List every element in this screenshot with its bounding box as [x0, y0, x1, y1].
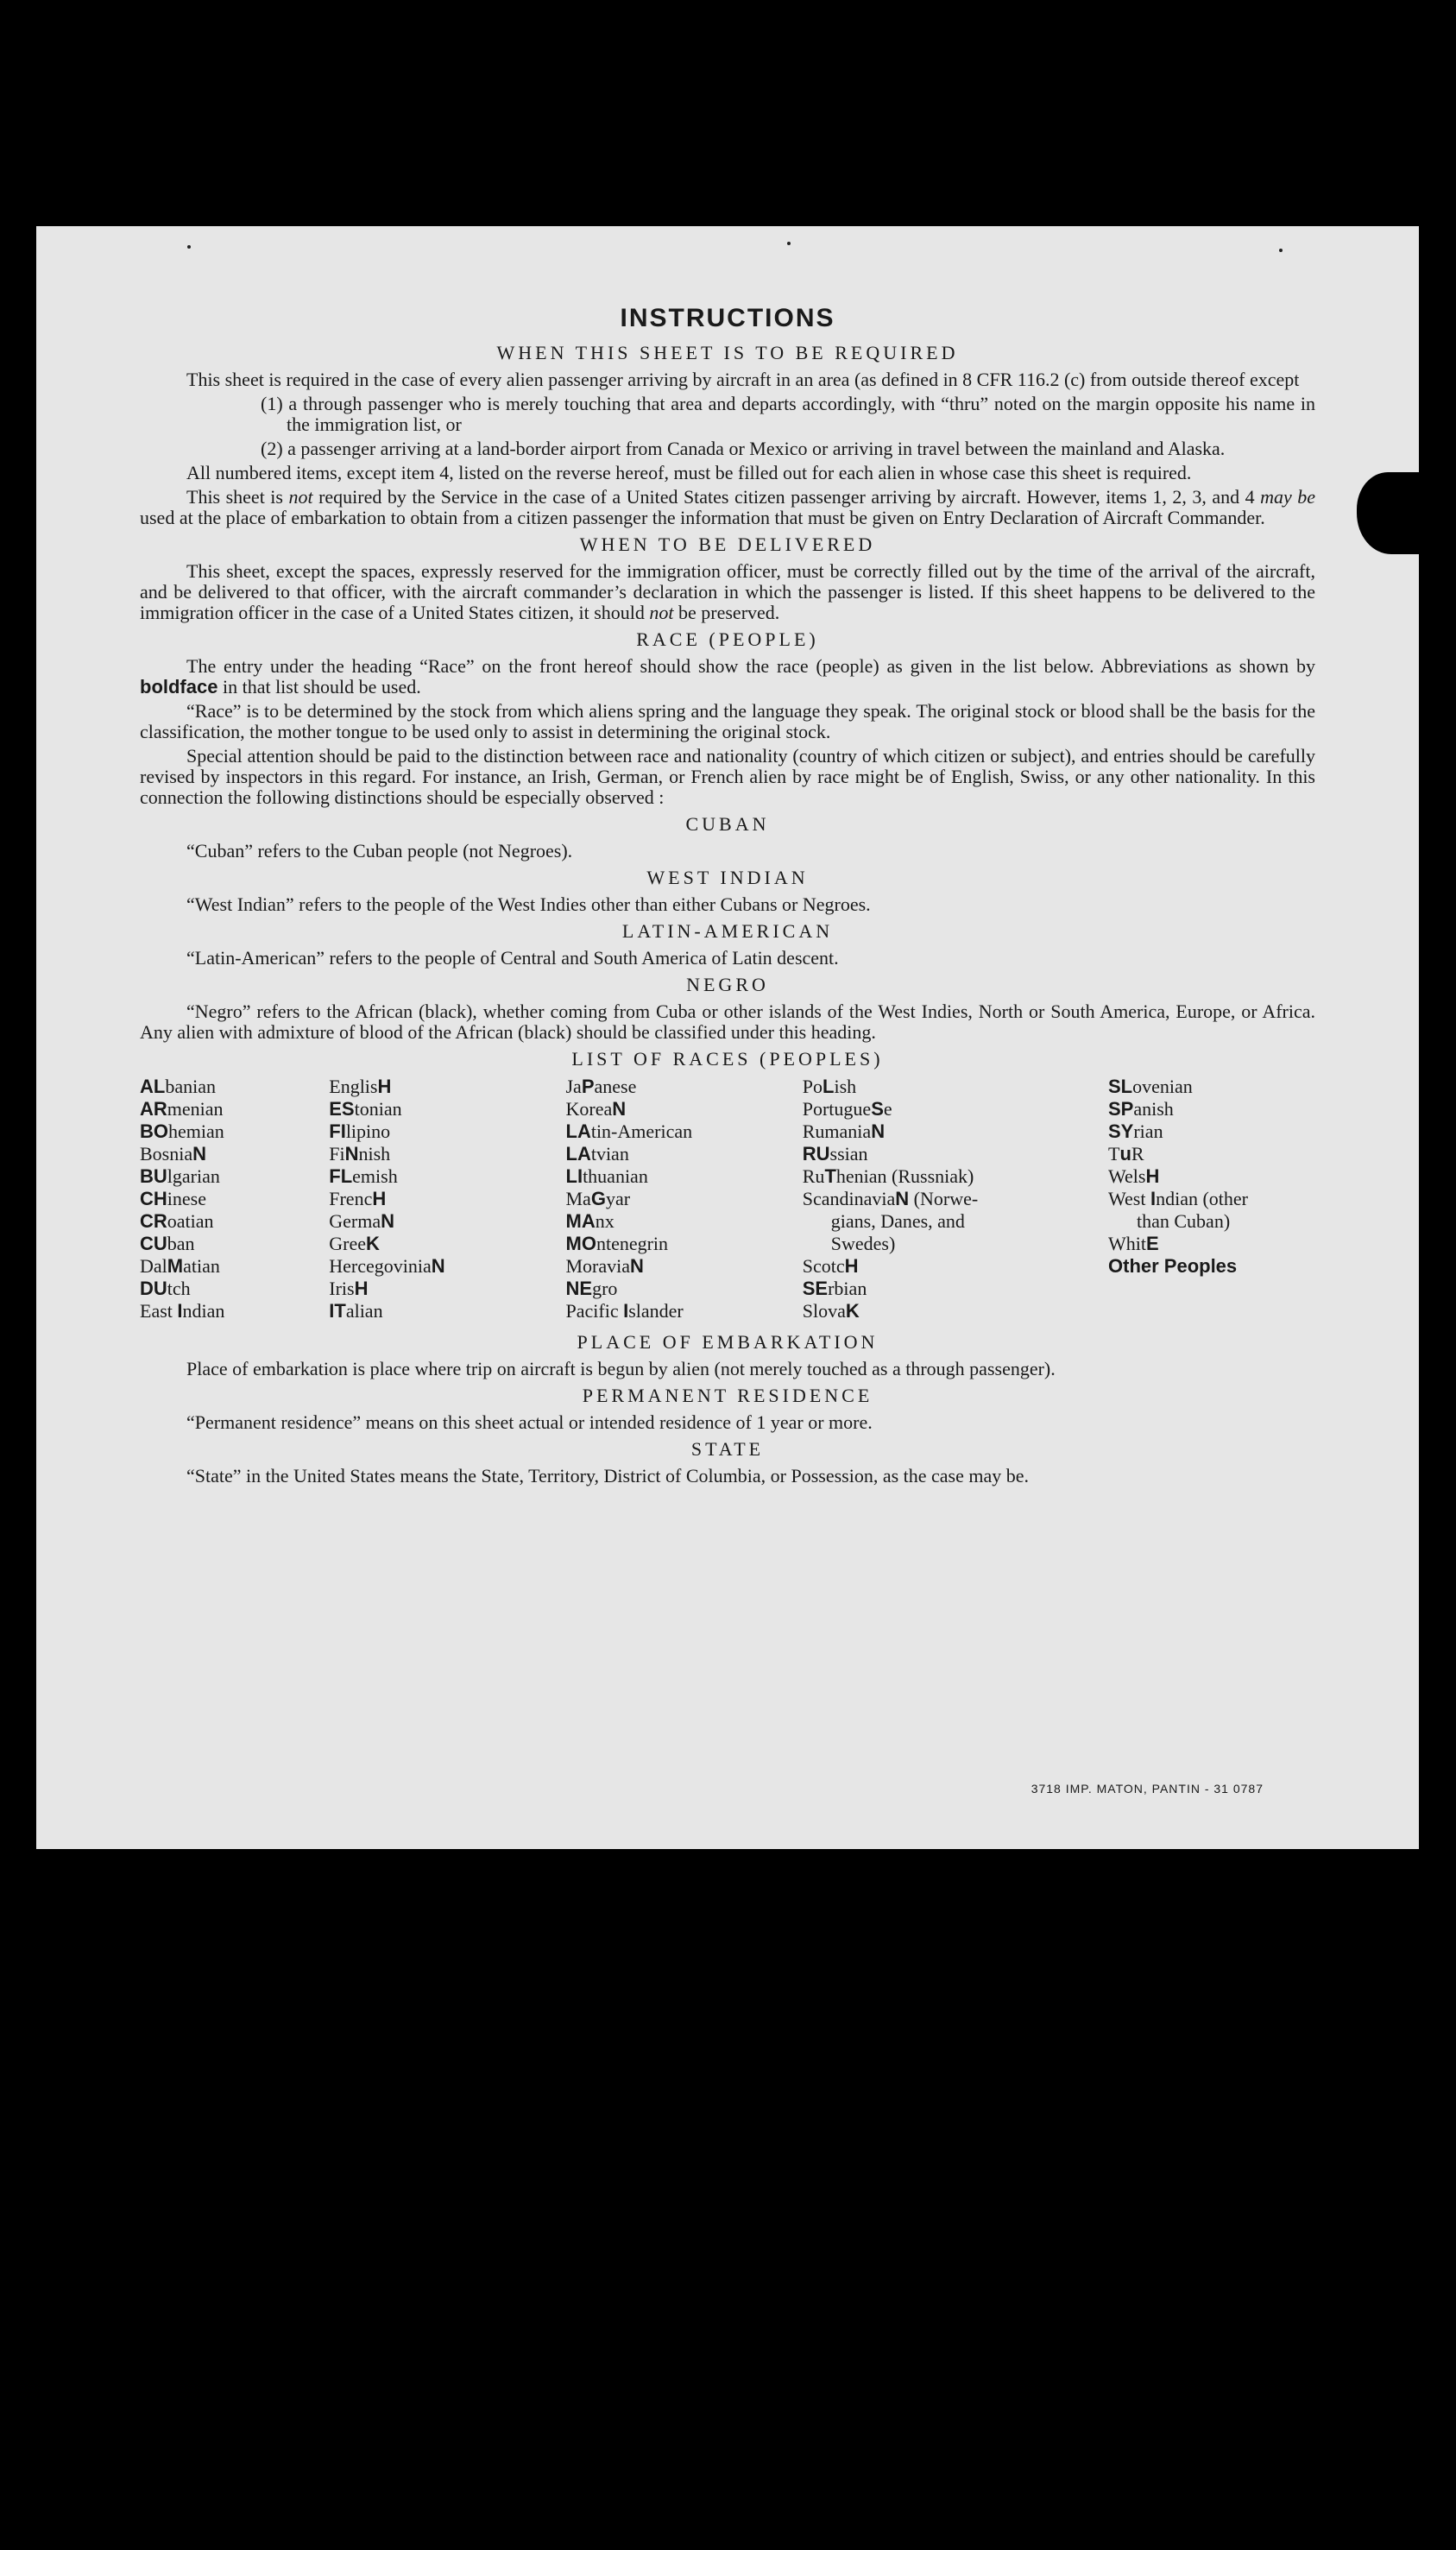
- list-item: (2) a passenger arriving at a land-border airport from Canada or Mexico or arriving in travel between the mainland and Alaska.: [261, 438, 1226, 459]
- paragraph: “West Indian” refers to the people of the West Indies other than either Cubans or Negroes.: [186, 893, 871, 915]
- races-column: [566, 1076, 799, 1322]
- race-entry: JaPanese: [565, 1076, 637, 1097]
- race-entry: Pacific Islander: [565, 1300, 684, 1322]
- races-list: [140, 1076, 1315, 1322]
- paragraph: Special attention should be paid to the distinction between race and nationality (country of which citizen or subject), and entries should be carefully revised by inspectors in this regard. For instance, an Irish, German, or French alien by race might be of English, Swiss, or any other nationality. In this connection the following distinctions should be especially observed :: [140, 745, 1315, 808]
- races-column: [803, 1076, 1105, 1322]
- race-entry: FrencH: [329, 1188, 387, 1209]
- race-entry: Swedes): [802, 1233, 896, 1254]
- section-heading-state: STATE: [690, 1438, 765, 1460]
- race-entry: CHinese: [140, 1188, 206, 1209]
- section-heading-embarkation: PLACE OF EMBARKATION: [577, 1331, 879, 1353]
- race-entry: WelsH: [1108, 1165, 1160, 1187]
- paragraph: “Latin-American” refers to the people of Central and South America of Latin descent.: [186, 947, 839, 969]
- speck: [787, 242, 791, 245]
- race-entry: West Indian (other: [1108, 1188, 1248, 1209]
- race-entry: HercegoviniaN: [329, 1255, 445, 1277]
- document-sheet: [36, 226, 1419, 1849]
- paragraph: “Permanent residence” means on this sheet actual or intended residence of 1 year or more.: [186, 1411, 873, 1433]
- race-entry: ALbanian: [140, 1076, 216, 1097]
- speck: [187, 245, 191, 249]
- race-entry: NEgro: [565, 1278, 618, 1299]
- race-entry: GermaN: [329, 1210, 394, 1232]
- race-entry: RuThenian (Russniak): [802, 1165, 974, 1187]
- paragraph: This sheet, except the spaces, expressly reserved for the immigration officer, must be correctly filled out by the time of the arrival of the aircraft, and be delivered to that officer, with the aircraft commander’s declaration in which the passenger is listed. If this sheet happens to be delivered to the immigration officer in the case of a United States citizen, it should not be preserved.: [140, 560, 1315, 623]
- race-entry: PortugueSe: [802, 1098, 892, 1120]
- race-entry: TuR: [1108, 1143, 1144, 1165]
- section-heading-race: RACE (PEOPLE): [636, 628, 819, 650]
- speck: [1279, 249, 1283, 252]
- race-entry: BOhemian: [140, 1120, 224, 1142]
- race-entry: FiNnish: [329, 1143, 391, 1165]
- race-entry: RumaniaN: [802, 1120, 886, 1142]
- race-entry: EnglisH: [329, 1076, 392, 1097]
- race-entry: SlovaK: [802, 1300, 860, 1322]
- race-entry: MoraviaN: [565, 1255, 644, 1277]
- race-entry: ARmenian: [140, 1098, 224, 1120]
- race-entry: SPanish: [1108, 1098, 1174, 1120]
- races-column: [1108, 1076, 1315, 1322]
- race-entry: GreeK: [329, 1233, 380, 1254]
- race-entry: LIthuanian: [565, 1165, 648, 1187]
- paragraph: The entry under the heading “Race” on the front hereof should show the race (people) as given in the list below. Abbreviations as shown by boldface in that list should be used.: [140, 655, 1315, 697]
- section-heading-races-list: LIST OF RACES (PEOPLES): [571, 1048, 884, 1070]
- races-column: [140, 1076, 325, 1322]
- torn-edge: [1357, 472, 1426, 554]
- race-entry: ScandinaviaN (Norwe-: [802, 1188, 979, 1209]
- section-heading-residence: PERMANENT RESIDENCE: [582, 1385, 873, 1406]
- paragraph: Place of embarkation is place where trip on aircraft is begun by alien (not merely touched as a through passenger).: [186, 1358, 1056, 1379]
- race-entry: CUban: [140, 1233, 195, 1254]
- section-heading-west-indian: WEST INDIAN: [646, 867, 809, 888]
- race-entry: EStonian: [329, 1098, 402, 1120]
- race-entry: WhitE: [1108, 1233, 1159, 1254]
- race-entry: LAtin-American: [565, 1120, 693, 1142]
- race-entry: ScotcH: [802, 1255, 859, 1277]
- section-heading-when-delivered: WHEN TO BE DELIVERED: [579, 533, 876, 555]
- paragraph: All numbered items, except item 4, listed on the reverse hereof, must be filled out for each alien in whose case this sheet is required.: [186, 462, 1192, 483]
- race-entry: KoreaN: [565, 1098, 627, 1120]
- races-column: [329, 1076, 562, 1322]
- race-entry: SYrian: [1108, 1120, 1163, 1142]
- race-entry: RUssian: [802, 1143, 868, 1165]
- race-entry: FIlipino: [329, 1120, 391, 1142]
- race-entry: DalMatian: [140, 1255, 220, 1277]
- race-entry: CRoatian: [140, 1210, 214, 1232]
- race-entry: East Indian: [140, 1300, 225, 1322]
- paragraph: “Cuban” refers to the Cuban people (not Negroes).: [186, 840, 573, 862]
- section-heading-latin-american: LATIN-AMERICAN: [621, 920, 834, 942]
- race-entry: BUlgarian: [140, 1165, 220, 1187]
- race-entry: BosniaN: [140, 1143, 207, 1165]
- section-heading-cuban: CUBAN: [685, 813, 770, 835]
- printer-mark: 3718 IMP. MATON, PANTIN - 31 0787: [1031, 1782, 1264, 1796]
- list-item: (1) a through passenger who is merely touching that area and departs accordingly, with “thru” noted on the margin opposite his name in the immigration list, or: [261, 393, 1315, 435]
- race-entry: SLovenian: [1108, 1076, 1193, 1097]
- race-entry: gians, Danes, and: [802, 1210, 965, 1232]
- paragraph: “State” in the United States means the State, Territory, District of Columbia, or Possession, as the case may be.: [186, 1465, 1030, 1486]
- paragraph: This sheet is required in the case of every alien passenger arriving by aircraft in an area (as defined in 8 CFR 116.2 (c) from outside thereof except: [186, 369, 1300, 390]
- race-entry: Other Peoples: [1108, 1255, 1238, 1277]
- race-entry: DUtch: [140, 1278, 191, 1299]
- race-entry: MAnx: [565, 1210, 615, 1232]
- race-entry: ITalian: [329, 1300, 383, 1322]
- race-entry: LAtvian: [565, 1143, 629, 1165]
- section-heading-when-required: WHEN THIS SHEET IS TO BE REQUIRED: [496, 342, 959, 363]
- paragraph: “Race” is to be determined by the stock from which aliens spring and the language they speak. The original stock or blood shall be the basis for the classification, the mother tongue to be used only to assist in determining the original stock.: [140, 700, 1315, 742]
- paragraph: “Negro” refers to the African (black), whether coming from Cuba or other islands of the West Indies, North or South America, Europe, or Africa. Any alien with admixture of blood of the African (black) should be classified under this heading.: [140, 1000, 1315, 1043]
- race-entry: than Cuban): [1108, 1210, 1231, 1232]
- paragraph: This sheet is not required by the Service in the case of a United States citizen passenger arriving by aircraft. However, items 1, 2, 3, and 4 may be used at the place of embarkation to obtain from a citizen passenger the information that must be given on Entry Declaration of Aircraft Commander.: [140, 486, 1315, 528]
- race-entry: MaGyar: [565, 1188, 631, 1209]
- section-heading-negro: NEGRO: [686, 974, 769, 995]
- race-entry: MOntenegrin: [565, 1233, 669, 1254]
- race-entry: FLemish: [329, 1165, 398, 1187]
- race-entry: PoLish: [802, 1076, 857, 1097]
- page-title: INSTRUCTIONS: [620, 304, 835, 332]
- race-entry: IrisH: [329, 1278, 369, 1299]
- race-entry: SErbian: [802, 1278, 867, 1299]
